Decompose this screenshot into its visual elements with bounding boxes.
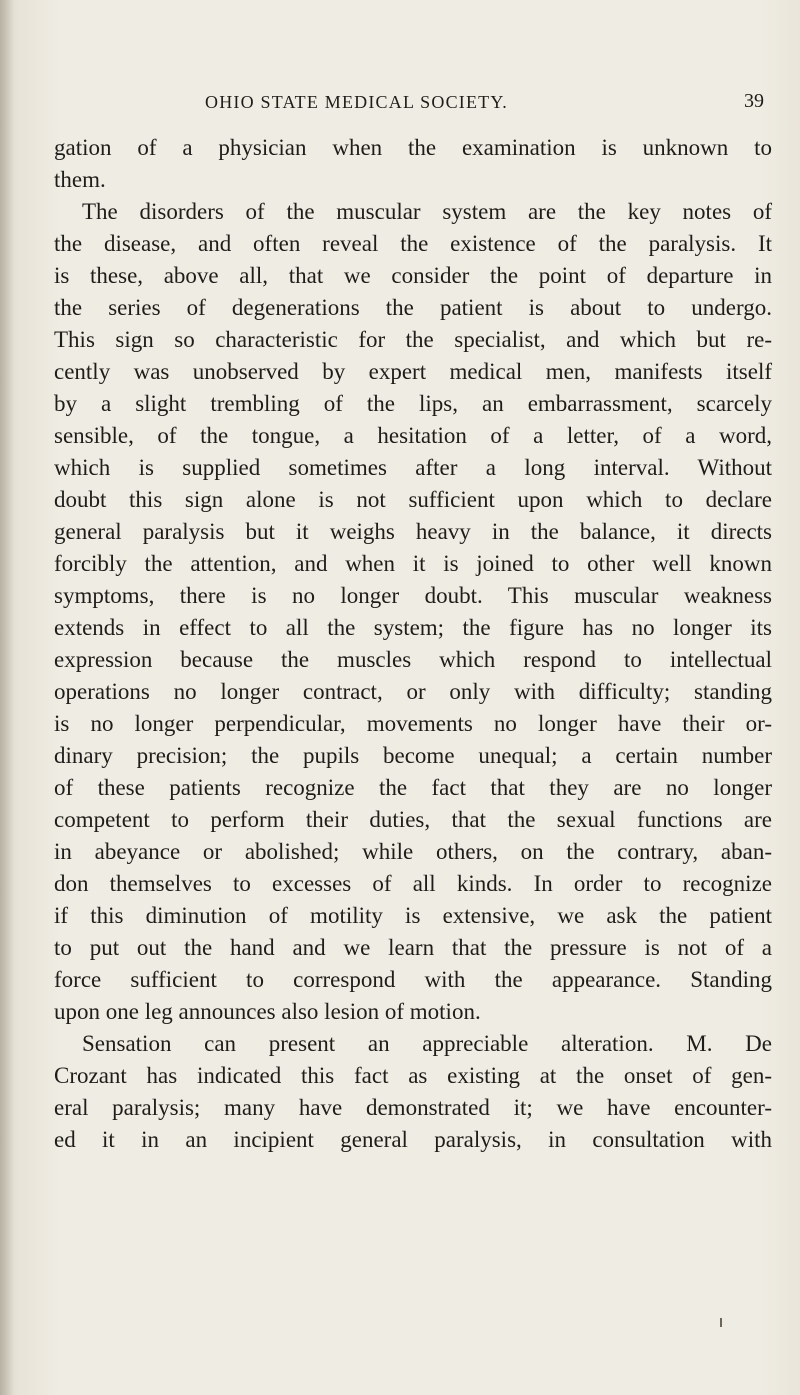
text-line: sensible, of the tongue, a hesitation of a letter, of a word, <box>54 423 772 448</box>
text-line: them. <box>54 167 106 192</box>
stray-mark <box>720 1318 722 1327</box>
text-line: to put out the hand and we learn that the pressure is not of a <box>54 935 772 960</box>
text-line: forcibly the attention, and when it is joined to other well known <box>54 551 772 576</box>
page-number: 39 <box>744 90 764 112</box>
text-line: upon one leg announces also lesion of motion. <box>54 999 481 1024</box>
page-gutter-shadow <box>0 0 14 1395</box>
text-line: by a slight trembling of the lips, an embarrassment, scarcely <box>54 391 772 416</box>
text-line: extends in effect to all the system; the figure has no longer its <box>54 615 772 640</box>
text-line: operations no longer contract, or only with difficulty; standing <box>54 679 772 704</box>
text-line: which is supplied sometimes after a long interval. Without <box>54 455 772 480</box>
text-line: force sufficient to correspond with the appearance. Standing <box>54 967 772 992</box>
text-line: the disease, and often reveal the existence of the paralysis. It <box>54 231 772 256</box>
text-line: cently was unobserved by expert medical men, manifests itself <box>54 359 772 384</box>
text-line: of these patients recognize the fact that they are no longer <box>54 775 772 800</box>
running-title: OHIO STATE MEDICAL SOCIETY. <box>205 92 508 112</box>
text-line: the series of degenerations the patient is about to undergo. <box>54 295 772 320</box>
text-line: symptoms, there is no longer doubt. This muscular weakness <box>54 583 772 608</box>
text-line: is these, above all, that we consider the point of departure in <box>54 263 772 288</box>
text-line: Crozant has indicated this fact as existing at the onset of gen- <box>54 1063 772 1088</box>
text-line: competent to perform their duties, that the sexual functions are <box>54 807 772 832</box>
text-line: doubt this sign alone is not sufficient upon which to declare <box>54 487 772 512</box>
body-text <box>54 132 772 1156</box>
running-head <box>0 92 800 120</box>
text-line: don themselves to excesses of all kinds. In order to recognize <box>54 871 772 896</box>
text-line: Sensation can present an appreciable alteration. M. De <box>82 1031 772 1056</box>
text-line: gation of a physician when the examination is unknown to <box>54 135 772 160</box>
text-line: general paralysis but it weighs heavy in the balance, it directs <box>54 519 772 544</box>
text-line: expression because the muscles which respond to intellectual <box>54 647 772 672</box>
text-line: if this diminution of motility is extensive, we ask the patient <box>54 903 772 928</box>
text-line: ed it in an incipient general paralysis, in consultation with <box>54 1127 772 1152</box>
text-line: dinary precision; the pupils become unequal; a certain number <box>54 743 772 768</box>
text-line: The disorders of the muscular system are the key notes of <box>82 199 772 224</box>
text-line: in abeyance or abolished; while others, on the contrary, aban- <box>54 839 772 864</box>
text-line: eral paralysis; many have demonstrated it; we have encounter- <box>54 1095 772 1120</box>
text-line: This sign so characteristic for the specialist, and which but re- <box>54 327 772 352</box>
text-line: is no longer perpendicular, movements no longer have their or- <box>54 711 772 736</box>
